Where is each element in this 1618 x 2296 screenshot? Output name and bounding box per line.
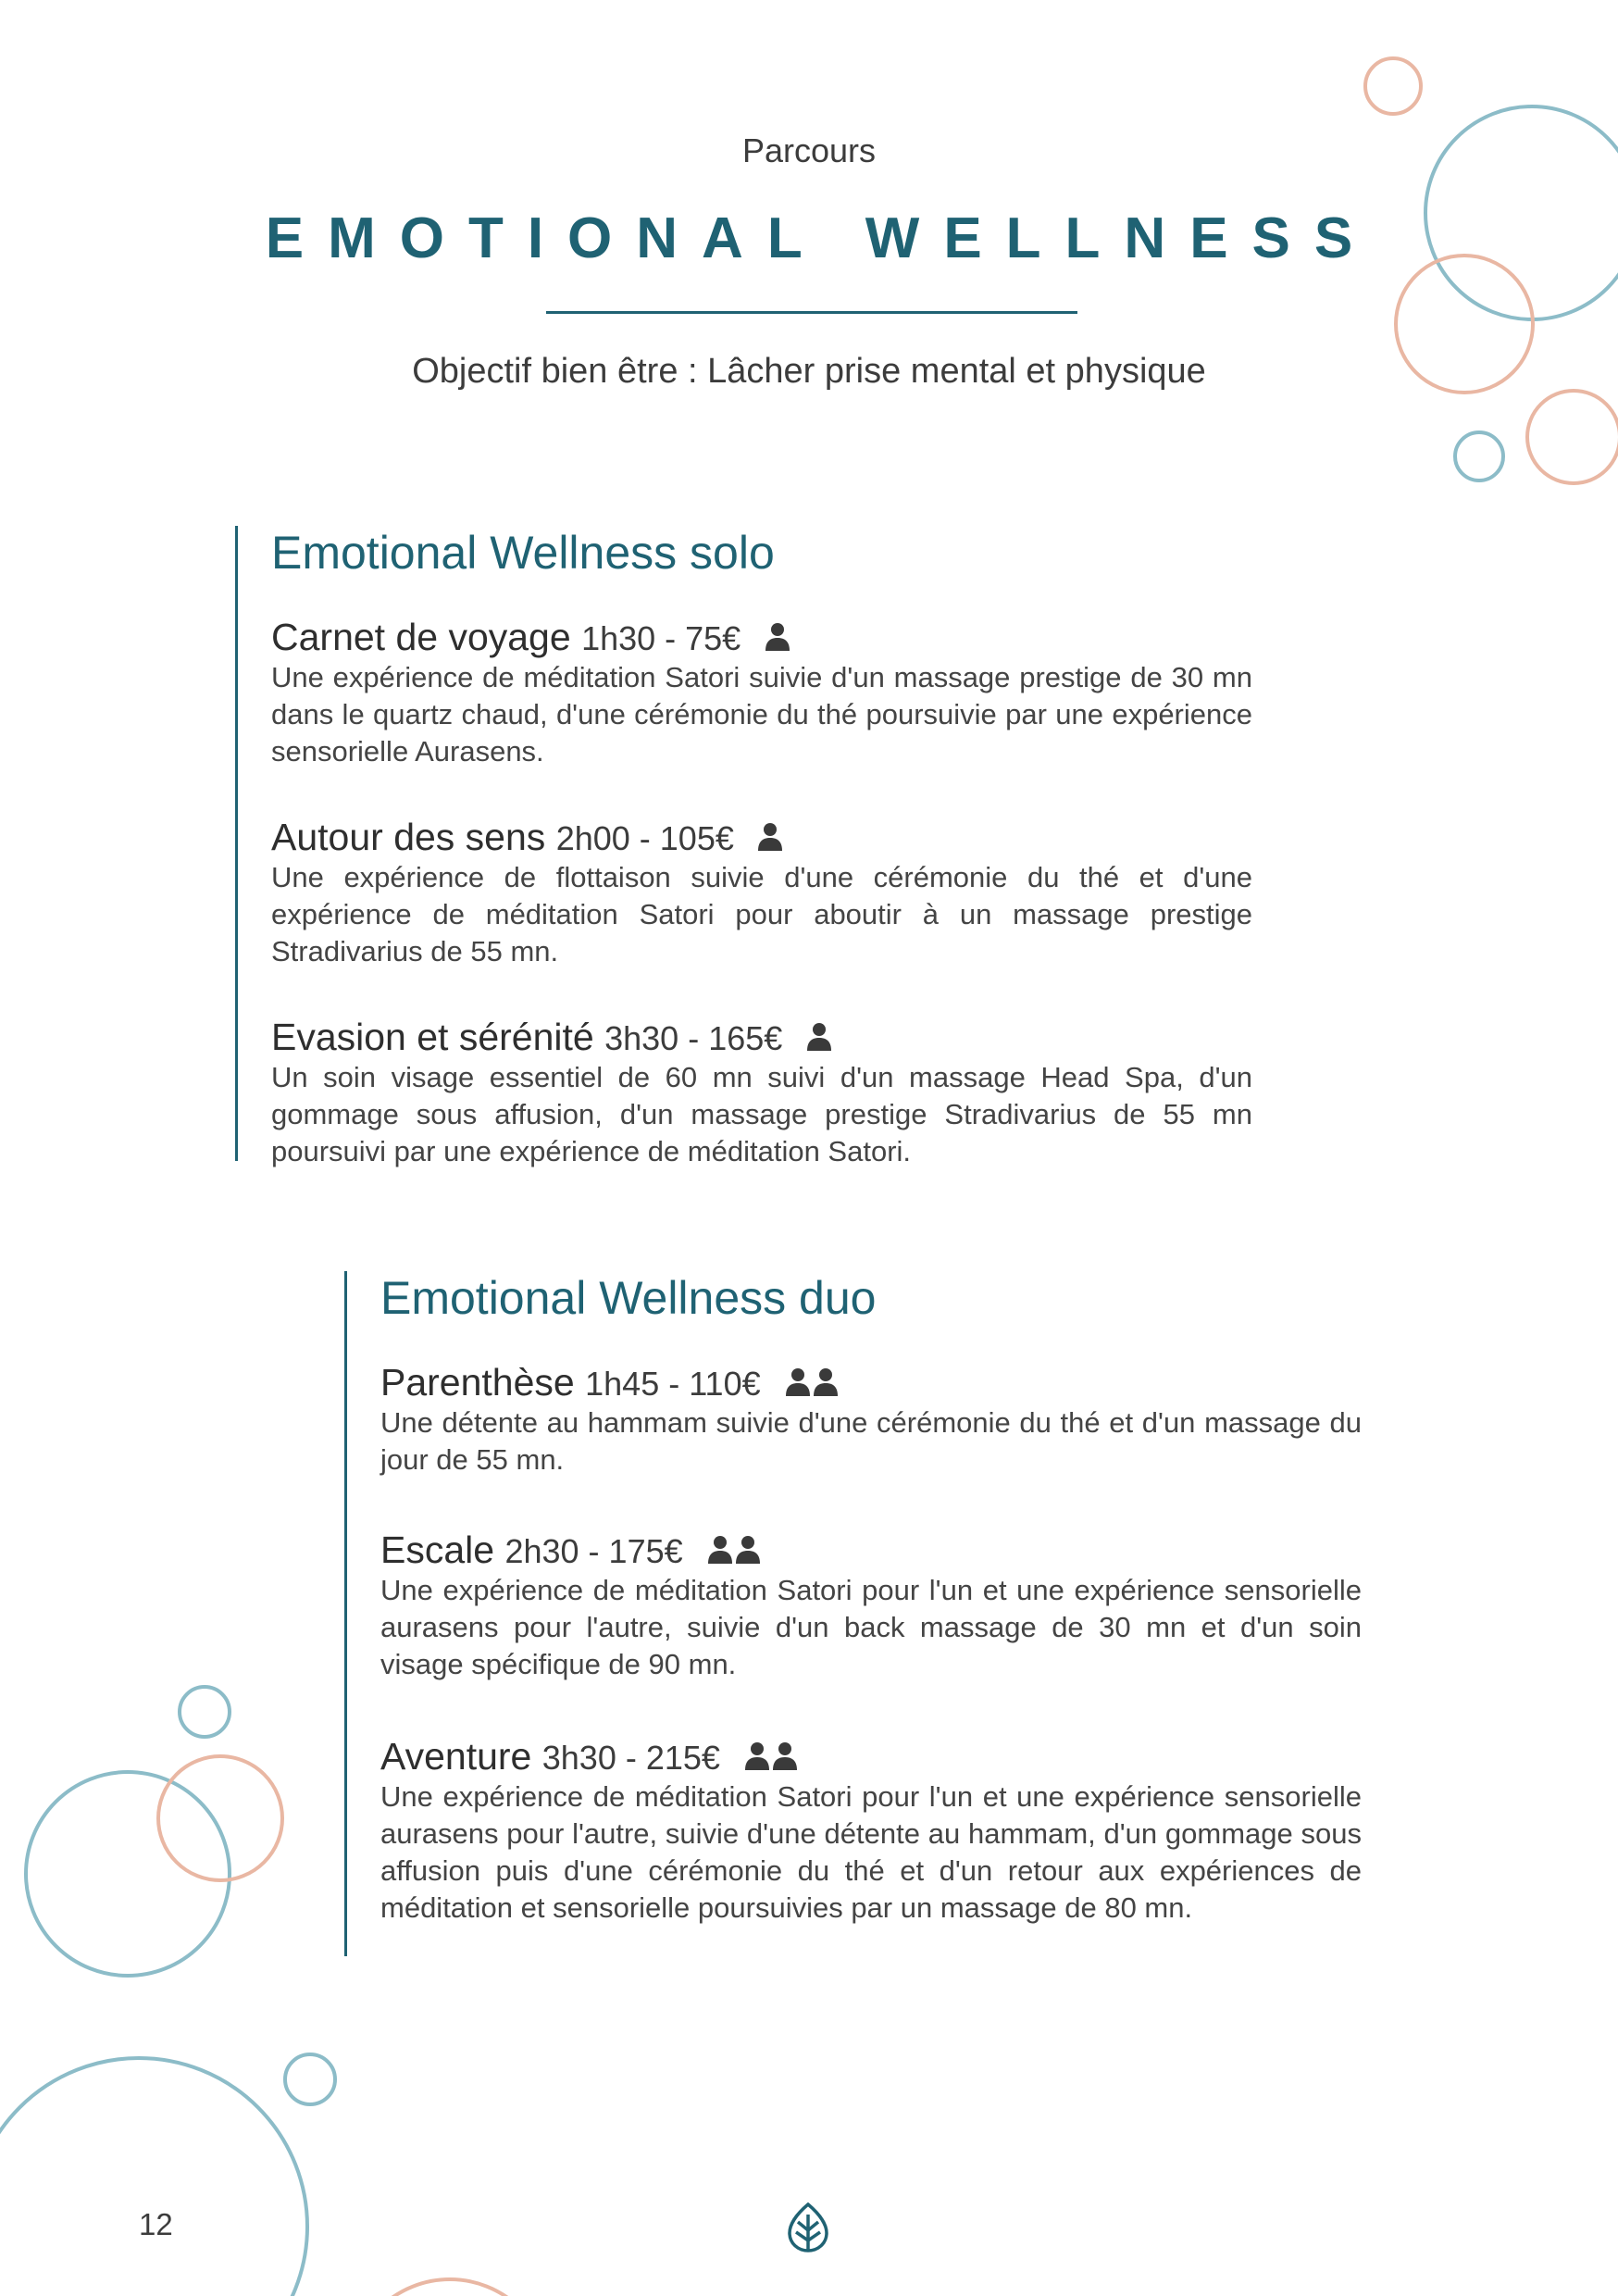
item-meta: 3h30 - 165€ [604, 1019, 783, 1057]
page-number: 12 [139, 2207, 173, 2241]
deco-circle [1455, 432, 1503, 480]
section-solo [235, 526, 1263, 1167]
list-item [271, 615, 1252, 770]
item-name: Autour des sens [271, 816, 546, 858]
item-description: Une expérience de flottaison suivie d'une cérémonie du thé et d'une expérience de méditation Satori pour aboutir à un massage prestige Stradivarius de 55 mn. [271, 861, 1252, 967]
item-meta: 2h00 - 105€ [555, 819, 734, 857]
leaf-icon [785, 2202, 831, 2258]
page-title: EMOTIONAL WELLNESS [265, 206, 1377, 270]
deco-circle [26, 1772, 230, 1976]
deco-circle [0, 2058, 307, 2296]
deco-circle [1365, 58, 1421, 114]
person-icon [806, 1017, 832, 1061]
item-meta: 1h30 - 75€ [581, 619, 741, 657]
deco-circle [158, 1756, 282, 1880]
item-name: Parenthèse [380, 1361, 575, 1404]
item-description: Une expérience de méditation Satori suivie d'un massage prestige de 30 mn dans le quartz chaud, d'une cérémonie du thé poursuivie par une expérience sensorielle Aurasens. [271, 661, 1252, 767]
item-name: Evasion et sérénité [271, 1016, 594, 1058]
page-subtitle: Objectif bien être : Lâcher prise mental et physique [412, 352, 1206, 391]
section-duo [344, 1271, 1374, 1956]
person-icon [757, 817, 783, 861]
item-name: Aventure [380, 1735, 532, 1778]
item-meta: 2h30 - 175€ [504, 1532, 683, 1570]
two-persons-icon [784, 1362, 840, 1406]
list-item [271, 1015, 1252, 1170]
item-description: Une expérience de méditation Satori pour l'un et une expérience sensorielle aurasens pour l'autre, suivie d'une détente au hammam, d'un gommage sous affusion puis d'une cérémonie du thé et d'un retour aux expériences de méditation et sensorielle poursuivies par un massage de 80 mn. [380, 1780, 1362, 1924]
item-description: Un soin visage essentiel de 60 mn suivi d'un massage Head Spa, d'un gommage sous affusion, d'un massage prestige Stradivarius de 55 mn poursuivi par une expérience de méditation Satori. [271, 1061, 1252, 1167]
two-persons-icon [706, 1529, 762, 1574]
title-divider [546, 311, 1077, 314]
list-item [380, 1528, 1362, 1683]
deco-circle [180, 1687, 230, 1737]
item-name: Escale [380, 1529, 495, 1571]
item-meta: 3h30 - 215€ [541, 1739, 720, 1777]
deco-circle [1527, 391, 1618, 483]
deco-circle [285, 2054, 335, 2104]
two-persons-icon [743, 1736, 799, 1780]
list-item [380, 1734, 1362, 1927]
deco-circle [350, 2279, 550, 2296]
section-heading: Emotional Wellness duo [380, 1272, 877, 1324]
page-kicker: Parcours [741, 131, 877, 169]
item-description: Une détente au hammam suivie d'une cérémonie du thé et d'un massage du jour de 55 mn. [380, 1406, 1362, 1476]
section-heading: Emotional Wellness solo [271, 527, 775, 579]
item-name: Carnet de voyage [271, 616, 571, 658]
person-icon [765, 617, 790, 661]
list-item [380, 1360, 1362, 1479]
item-description: Une expérience de méditation Satori pour l'un et une expérience sensorielle aurasens pour l'autre, suivie d'un back massage de 30 mn et d'un soin visage spécifique de 90 mn. [380, 1574, 1362, 1680]
list-item [271, 815, 1252, 970]
item-meta: 1h45 - 110€ [585, 1365, 761, 1403]
